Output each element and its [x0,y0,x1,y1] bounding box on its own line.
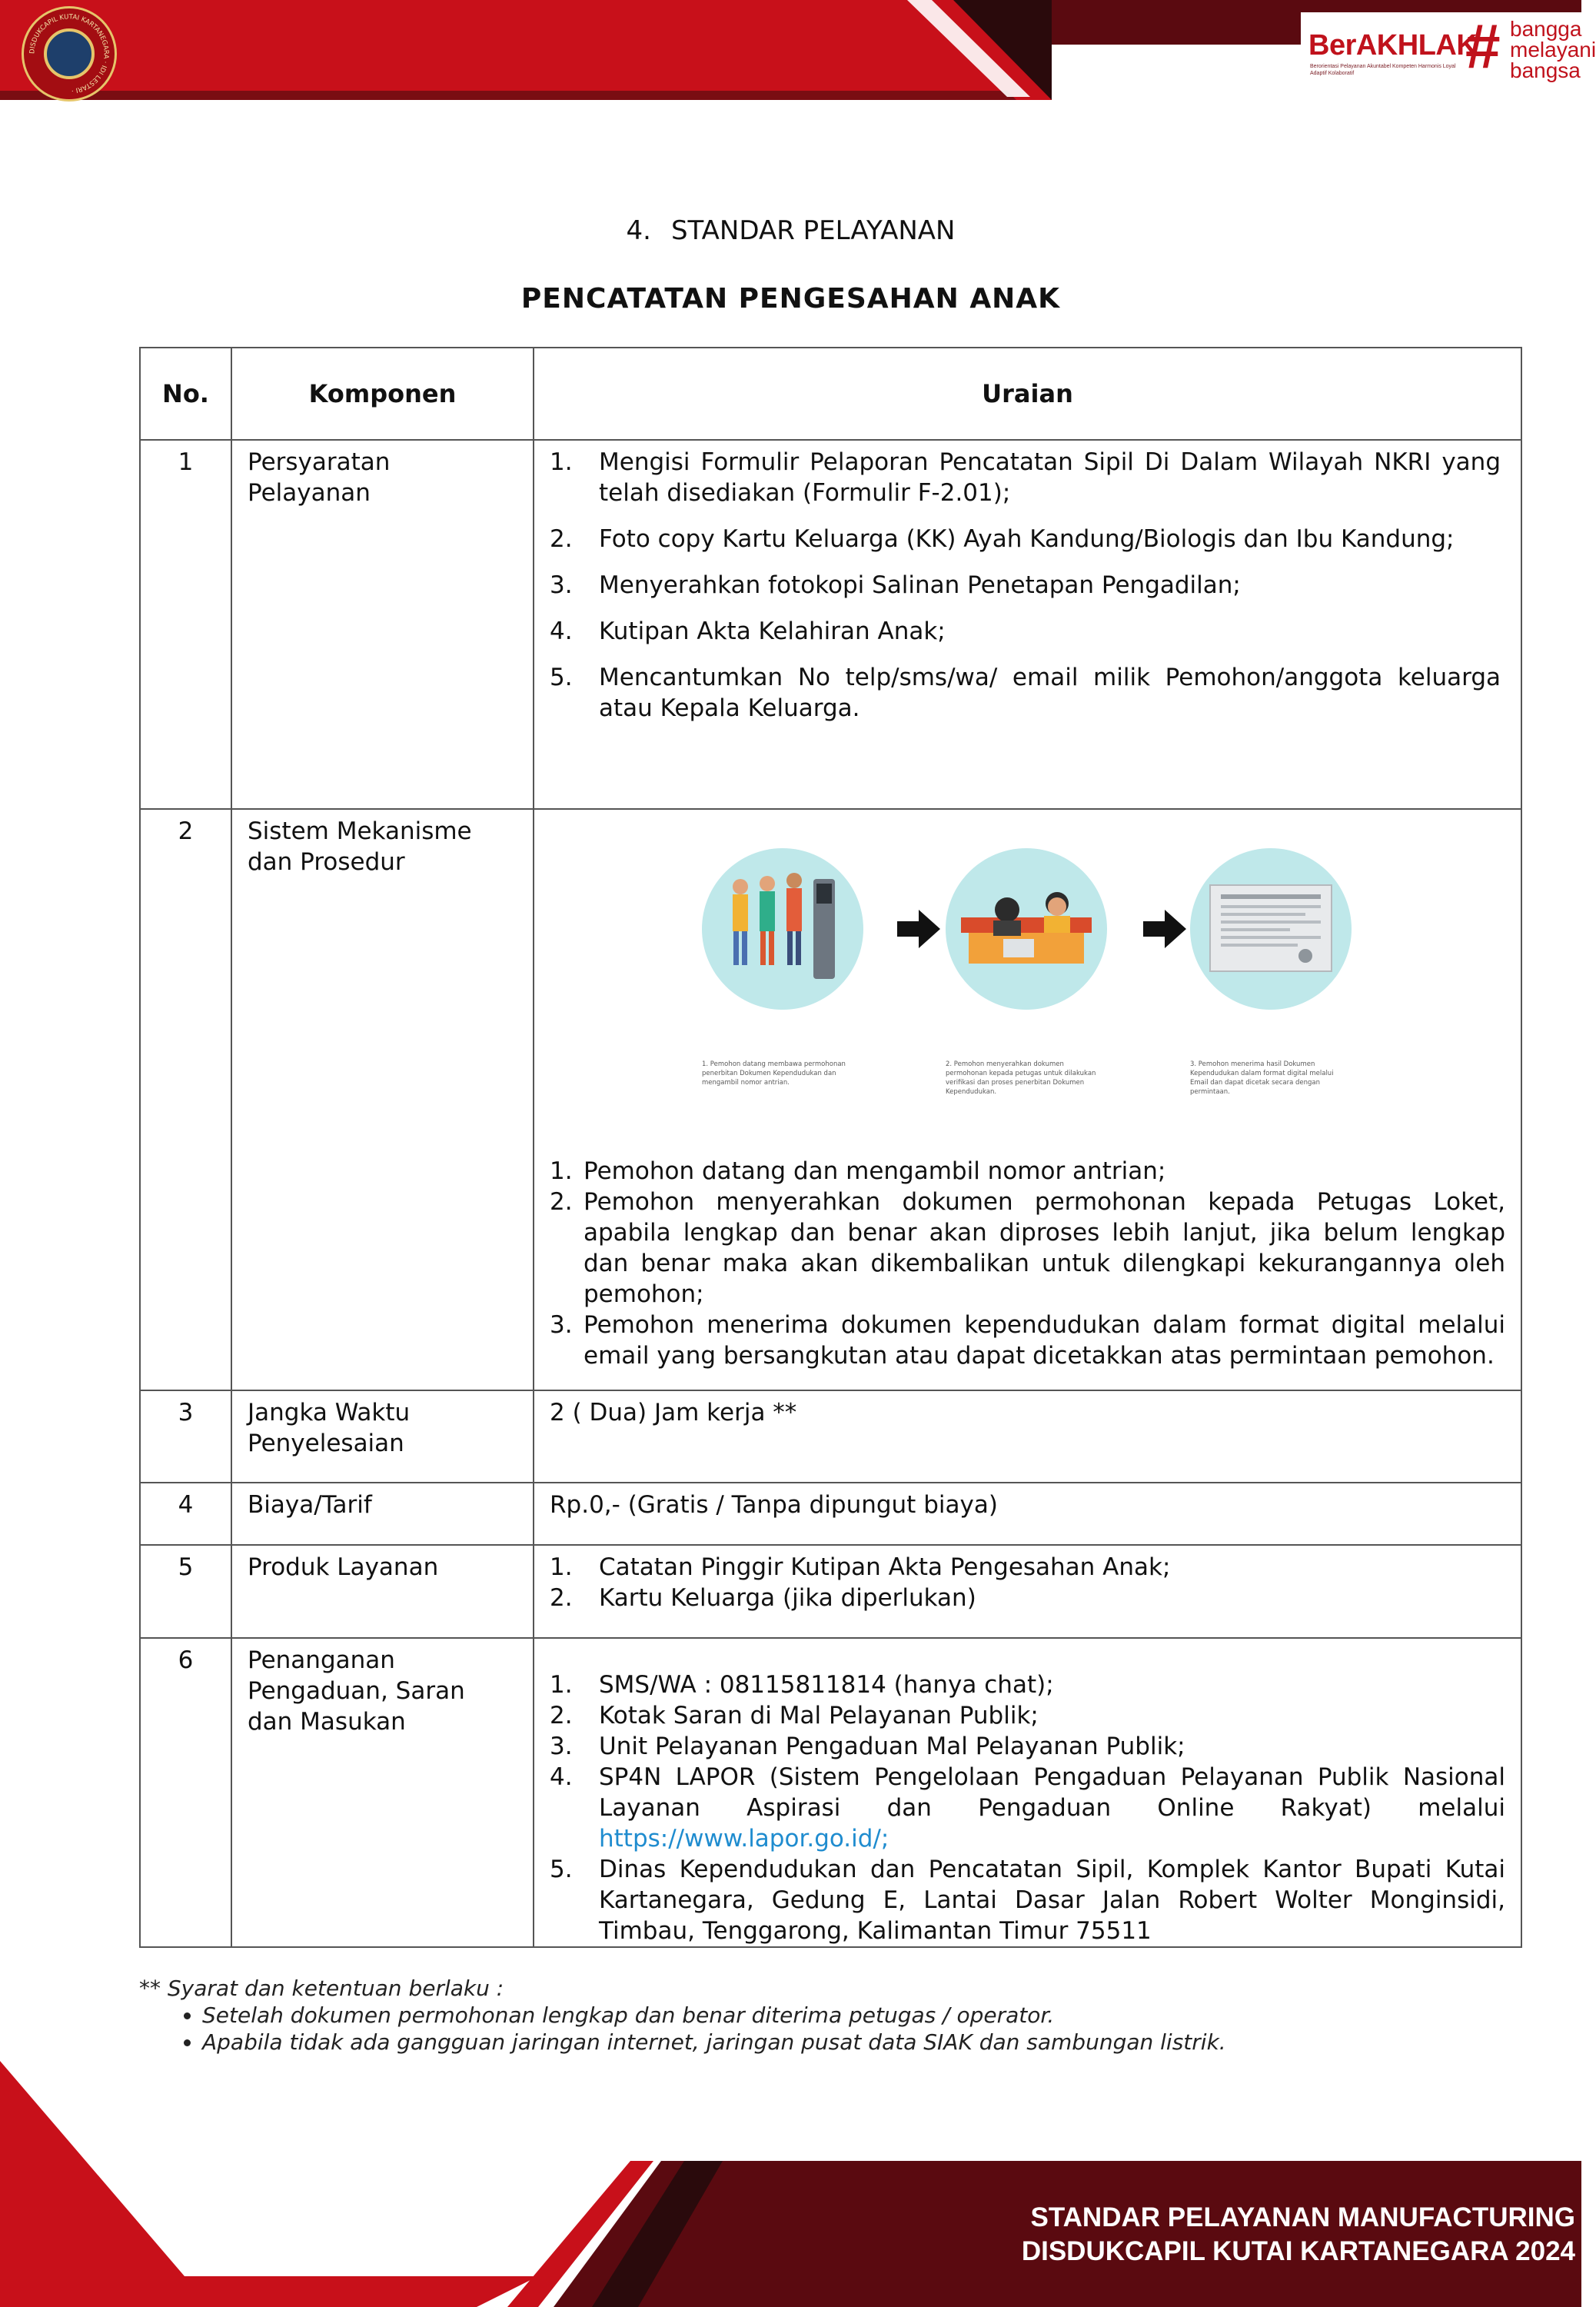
row-number: 2 [140,809,231,1390]
flow-caption: 3. Pemohon menerima hasil Dokumen Kependudukan dalam format digital melalui Email dan dapat dicetak secara dengan permintaan. [1190,1060,1334,1096]
component-line: Persyaratan [248,448,391,476]
row-number: 3 [140,1390,231,1483]
procedure-flow-diagram [550,848,1505,1133]
list-item: 3. Pemohon menerima dokumen kependudukan dalam format digital melalui email yang bersangkutan atau dapat dicetakkan atas permintaan pemohon. [550,1311,1505,1370]
row-component [231,1545,534,1638]
table-row [140,1638,1521,1947]
component-line: Penyelesaian [248,1430,404,1457]
lapor-link[interactable]: https://www.lapor.go.id/; [599,1825,889,1853]
list-item: 1. Pemohon datang dan mengambil nomor antrian; [550,1157,1166,1185]
list-item: 4. SP4N LAPOR (Sistem Pengelolaan Pengaduan Pelayanan Publik Nasional Layanan Aspirasi dan Pengaduan Online Rakyat) melalui https://www.lapor.go.id/; [550,1763,1505,1853]
service-standard-table [139,347,1522,1948]
list-item: 3. Unit Pelayanan Pengaduan Mal Pelayanan Publik; [550,1733,1185,1760]
table-row [140,1390,1521,1483]
list-item: 3. Menyerahkan fotokopi Salinan Penetapan Pengadilan; [550,571,1241,599]
list-item: 5. Dinas Kependudukan dan Pencatatan Sipil, Komplek Kantor Bupati Kutai Kartanegara, Gedung E, Lantai Dasar Jalan Robert Wolter Monginsidi, Timbau, Tenggarong, Kalimantan Timur 75511 [550,1856,1505,1945]
component-line: dan Masukan [248,1708,406,1736]
terms-notes [139,1975,1446,2056]
header-description: Uraian [534,348,1521,440]
section-heading [0,215,1581,246]
list-item: 1. Catatan Pinggir Kutipan Akta Pengesahan Anak; [550,1553,1171,1581]
header-component: Komponen [231,348,534,440]
list-item: 2. Kartu Keluarga (jika diperlukan) [550,1584,976,1612]
brand-hash-icon: # [1465,12,1501,82]
row-component [231,809,534,1390]
component-line: Produk Layanan [248,1553,439,1581]
procedure-list [550,1156,1505,1371]
component-line: Jangka Waktu [248,1399,411,1426]
notes-heading: ** Syarat dan ketentuan berlaku : [139,1976,504,2001]
arrow-right-icon [897,910,940,948]
document-title: PENCATATAN PENGESAHAN ANAK [520,283,1061,315]
row-number: 5 [140,1545,231,1638]
header-no: No. [140,348,231,440]
list-item: 4. Kutipan Akta Kelahiran Anak; [550,618,946,645]
row-description [534,809,1521,1390]
complaint-channels-list [550,1669,1505,1946]
digital-document-illustration [1190,848,1352,1010]
flow-caption: 2. Pemohon menyerahkan dokumen permohonan kepada petugas untuk dilakukan verifikasi dan proses penerbitan Dokumen Kependudukan. [946,1060,1096,1096]
list-item: • Setelah dokumen permohonan lengkap dan benar diterima petugas / operator. [202,2002,1446,2029]
list-item: 1. Mengisi Formulir Pelaporan Pencatatan Sipil Di Dalam Wilayah NKRI yang telah disediakan (Formulir F-2.01); [550,448,1501,507]
row-number: 1 [140,440,231,809]
certificate-document-icon [1190,848,1352,1010]
flow-caption: 1. Pemohon datang membawa permohonan penerbitan Dokumen Kependudukan dan mengambil nomor antrian. [702,1060,846,1087]
footer-title [1022,2201,1575,2269]
list-item: 1. SMS/WA : 08115811814 (hanya chat); [550,1671,1054,1699]
component-line: Pelayanan [248,479,371,507]
arrow-right-icon [1143,910,1186,948]
list-item: 2. Kotak Saran di Mal Pelayanan Publik; [550,1702,1039,1729]
row-description [534,440,1521,809]
component-line: dan Prosedur [248,848,405,876]
brand-word: bangga [1510,17,1582,41]
list-item: 2. Foto copy Kartu Keluarga (KK) Ayah Kandung/Biologis dan Ibu Kandung; [550,525,1455,553]
row-component [231,1483,534,1545]
row-number: 4 [140,1483,231,1545]
table-row [140,1483,1521,1545]
bangga-melayani-bangsa [1510,18,1596,81]
table-row [140,1545,1521,1638]
section-number: 4. [626,215,651,246]
list-item: 2. Pemohon menyerahkan dokumen permohonan kepada Petugas Loket, apabila lengkap dan benar akan diproses lebih lanjut, jika belum lengkap dan benar maka akan dikembalikan untuk dilengkapi kekurangannya oleh pemohon; [550,1188,1505,1308]
brand-word: melayani [1510,38,1596,62]
table-row [140,809,1521,1390]
brand-word: bangsa [1510,58,1581,82]
row-component [231,440,534,809]
counter-officer-icon [946,848,1107,1010]
service-counter-illustration [946,848,1107,1010]
product-list [550,1552,1505,1613]
queue-people-icon [702,848,863,1010]
disdukcapil-emblem-logo [22,6,117,102]
table-row [140,440,1521,809]
component-line: Biaya/Tarif [248,1491,372,1519]
list-item: • Apabila tidak ada gangguan jaringan internet, jaringan pusat data SIAK dan sambungan listrik. [202,2029,1446,2056]
queue-kiosk-illustration [702,848,863,1010]
emblem-center [44,28,95,79]
row-description [534,1638,1521,1947]
footer-line-1: STANDAR PELAYANAN MANUFACTURING [1030,2202,1575,2232]
row-description: 2 ( Dua) Jam kerja ** [534,1390,1521,1483]
table-header-row [140,348,1521,440]
berakhlak-title: BerAKHLAK [1308,29,1478,62]
row-description: Rp.0,- (Gratis / Tanpa dipungut biaya) [534,1483,1521,1545]
row-component [231,1638,534,1947]
row-description [534,1545,1521,1638]
emblem-ring-text: DISDUKCAPIL KUTAI KARTANEGARA · IDI LESTARI · [28,13,110,95]
berakhlak-tagline: Berorientasi Pelayanan Akuntabel Kompeten Harmonis Loyal Adaptif Kolaboratif [1310,64,1456,76]
row-number: 6 [140,1638,231,1947]
berakhlak-logo [1301,12,1596,86]
requirements-list [550,447,1501,724]
list-item: 5. Mencantumkan No telp/sms/wa/ email milik Pemohon/anggota keluarga atau Kepala Keluarga. [550,664,1501,722]
section-label: STANDAR PELAYANAN [670,215,956,246]
component-line: Penanganan [248,1646,395,1674]
component-line: Pengaduan, Saran [248,1677,465,1705]
row-component [231,1390,534,1483]
component-line: Sistem Mekanisme [248,817,472,845]
footer-line-2: DISDUKCAPIL KUTAI KARTANEGARA 2024 [1021,2236,1575,2266]
